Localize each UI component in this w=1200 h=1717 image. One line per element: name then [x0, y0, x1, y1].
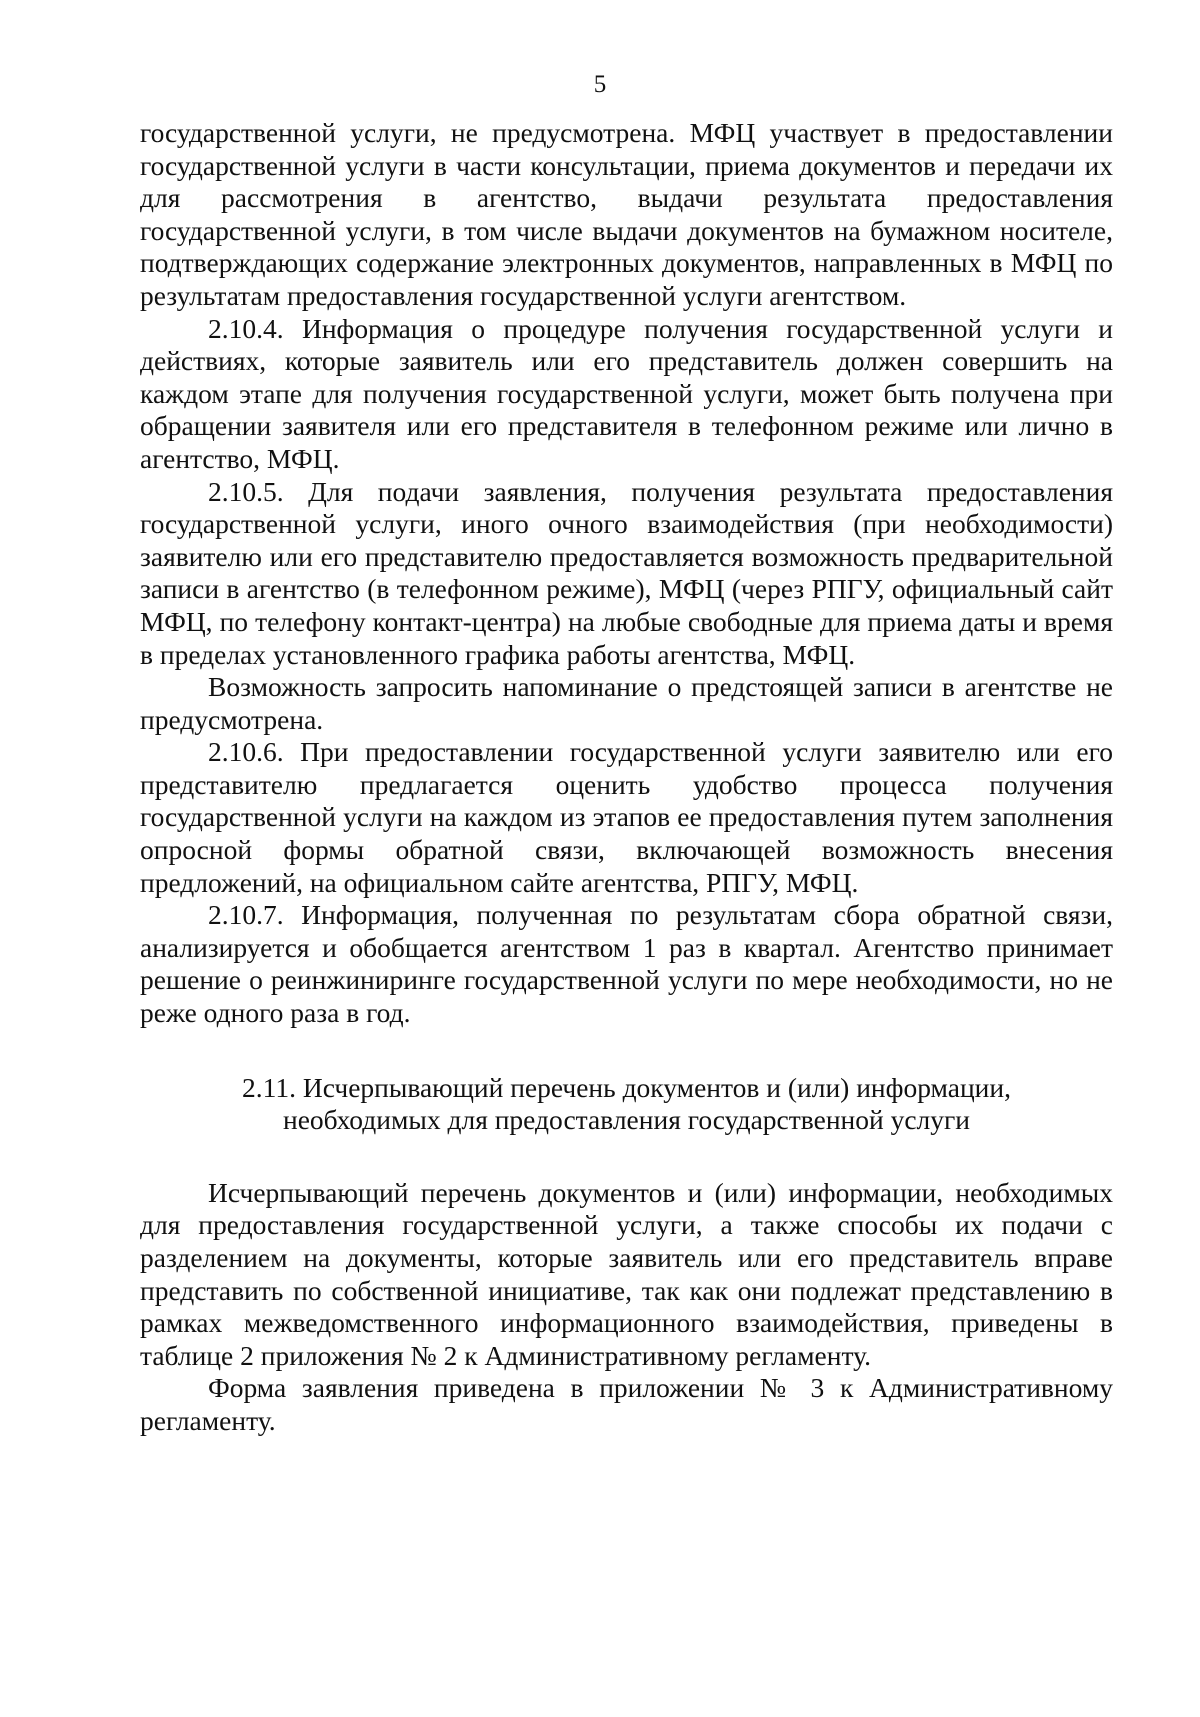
section-heading-line-2: необходимых для предоставления государственной услуги	[282, 1104, 971, 1136]
paragraph-documents-list: Исчерпывающий перечень документов и (или) информации, необходимых для предоставления государственной услуги, а также способы их подачи с разделением на документы, которые заявитель или его представитель вправе представить по собственной инициативе, так как они подлежат представлению в рамках межведомственного информационного взаимодействия, приведены в таблице 2 приложения № 2 к Административному регламенту.	[140, 1176, 1113, 1371]
page-number: 5	[593, 71, 607, 98]
paragraph-reminder: Возможность запросить напоминание о предстоящей записи в агентстве не предусмотрена.	[140, 671, 1113, 735]
paragraph-2-10-7: 2.10.7. Информация, полученная по результатам сбора обратной связи, анализируется и обобщается агентством 1 раз в квартал. Агентство принимает решение о реинжиниринге государственной услуги по мере необходимости, но не реже одного раза в год.	[140, 899, 1113, 1029]
section-heading-line-1: 2.11. Исчерпывающий перечень документов и (или) информации,	[242, 1071, 1011, 1103]
document-body	[140, 117, 1113, 1438]
paragraph-2-10-4: 2.10.4. Информация о процедуре получения государственной услуги и действиях, которые заявитель или его представитель должен совершить на каждом этапе для получения государственной услуги, может быть получена при обращении заявителя или его представителя в телефонном режиме или лично в агентство, МФЦ.	[140, 312, 1113, 474]
paragraph-2-10-5: 2.10.5. Для подачи заявления, получения результата предоставления государственной услуги, иного очного взаимодействия (при необходимости) заявителю или его представителю предоставляется возможность предварительной записи в агентство (в телефонном режиме), МФЦ (через РПГУ, официальный сайт МФЦ, по телефону контакт-центра) на любые свободные для приема даты и время в пределах установленного графика работы агентства, МФЦ.	[140, 475, 1113, 670]
paragraph-continuation: государственной услуги, не предусмотрена. МФЦ участвует в предоставлении государственной услуги в части консультации, приема документов и передачи их для рассмотрения в агентство, выдачи результата предоставления государственной услуги, в том числе выдачи документов на бумажном носителе, подтверждающих содержание электронных документов, направленных в МФЦ по результатам предоставления государственной услуги агентством.	[140, 117, 1113, 311]
section-heading-2-11	[140, 1072, 1113, 1137]
paragraph-application-form: Форма заявления приведена в приложении № 3 к Административному регламенту.	[140, 1372, 1113, 1436]
paragraph-2-10-6: 2.10.6. При предоставлении государственной услуги заявителю или его представителю предлагается оценить удобство процесса получения государственной услуги на каждом из этапов ее предоставления путем заполнения опросной формы обратной связи, включающей возможность внесения предложений, на официальном сайте агентства, РПГУ, МФЦ.	[140, 736, 1113, 898]
